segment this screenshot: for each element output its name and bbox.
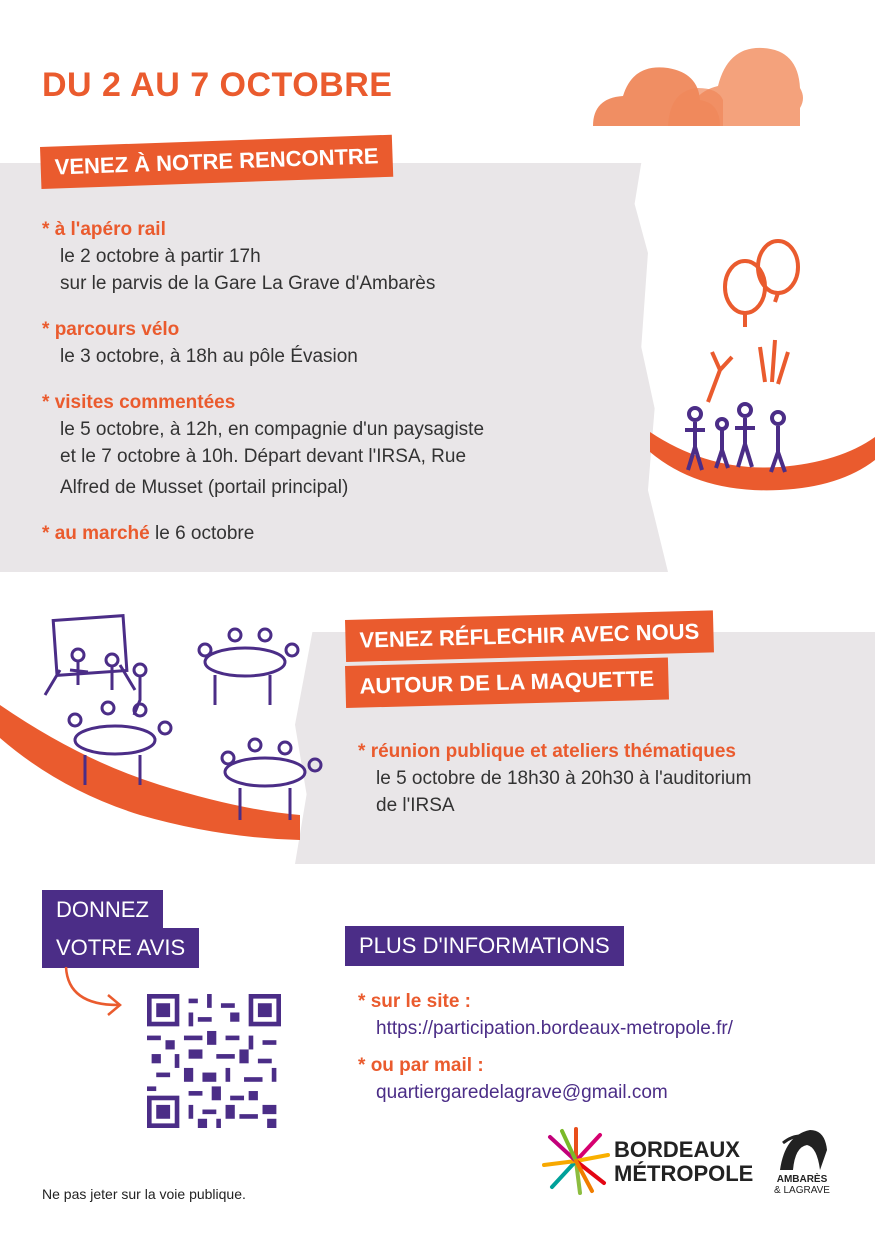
item-title: à l'apéro rail: [54, 219, 166, 240]
page-title: DU 2 AU 7 OCTOBRE: [42, 66, 393, 104]
bullet-star: *: [42, 392, 50, 413]
ambares-logo-icon: [775, 1125, 830, 1173]
bullet-star: *: [358, 741, 366, 762]
item-parcours-velo: [42, 316, 642, 370]
bullet-star: *: [42, 219, 50, 240]
workshop-illustration: [0, 610, 340, 855]
ambares-logo-text: [764, 1174, 840, 1196]
footer-note: Ne pas jeter sur la voie publique.: [42, 1186, 246, 1202]
mail-label: ou par mail :: [370, 1055, 484, 1076]
clouds-icon: [588, 38, 808, 133]
qr-code[interactable]: [147, 994, 281, 1128]
item-inline: le 6 octobre: [155, 523, 255, 544]
bullet-star: *: [42, 523, 50, 544]
item-title: au marché: [54, 523, 150, 544]
item-apero-rail: [42, 216, 642, 297]
people-balloons-illustration: [650, 232, 875, 494]
bullet-star: *: [42, 319, 50, 340]
banner-donnez: DONNEZ: [42, 890, 163, 930]
item-visites: [42, 389, 652, 501]
info-site: [358, 988, 858, 1042]
item-line: le 2 octobre à partir 17h: [60, 246, 261, 267]
item-reunion: [358, 738, 858, 819]
banner-votre-avis: VOTRE AVIS: [42, 928, 199, 968]
item-title: parcours vélo: [54, 319, 180, 340]
item-title: visites commentées: [54, 392, 236, 413]
arrow-icon: [58, 965, 130, 1027]
site-link[interactable]: https://participation.bordeaux-metropole.fr/: [376, 1018, 733, 1039]
ambares-line1: AMBARÈS: [776, 1174, 828, 1185]
bm-line1: BORDEAUX: [614, 1137, 740, 1162]
mail-link[interactable]: quartiergaredelagrave@gmail.com: [376, 1082, 668, 1103]
item-line: le 5 octobre, à 12h, en compagnie d'un paysagiste: [60, 419, 485, 440]
item-line: le 5 octobre de 18h30 à 20h30 à l'auditorium: [376, 768, 752, 789]
item-line: Alfred de Musset (portail principal): [60, 477, 349, 498]
info-mail: [358, 1052, 858, 1106]
site-label: sur le site :: [370, 991, 472, 1012]
banner-reflechir: VENEZ RÉFLECHIR AVEC NOUS: [345, 610, 714, 662]
item-title: réunion publique et ateliers thématiques: [370, 741, 736, 762]
bm-line2: MÉTROPOLE: [614, 1161, 754, 1186]
bordeaux-metropole-logo-icon: [540, 1125, 612, 1197]
banner-rencontre: VENEZ À NOTRE RENCONTRE: [40, 135, 393, 189]
ambares-line2: & LAGRAVE: [774, 1185, 830, 1196]
bullet-star: *: [358, 1055, 366, 1076]
item-line: et le 7 octobre à 10h. Départ devant l'IRSA, Rue: [60, 446, 467, 467]
item-line: sur le parvis de la Gare La Grave d'Ambarès: [60, 273, 436, 294]
item-line: de l'IRSA: [376, 795, 455, 816]
item-marche: [42, 520, 642, 547]
item-line: le 3 octobre, à 18h au pôle Évasion: [60, 346, 358, 367]
banner-informations: PLUS D'INFORMATIONS: [345, 926, 624, 966]
banner-maquette: AUTOUR DE LA MAQUETTE: [345, 658, 669, 708]
bullet-star: *: [358, 991, 366, 1012]
bordeaux-metropole-logo-text: [614, 1138, 753, 1186]
